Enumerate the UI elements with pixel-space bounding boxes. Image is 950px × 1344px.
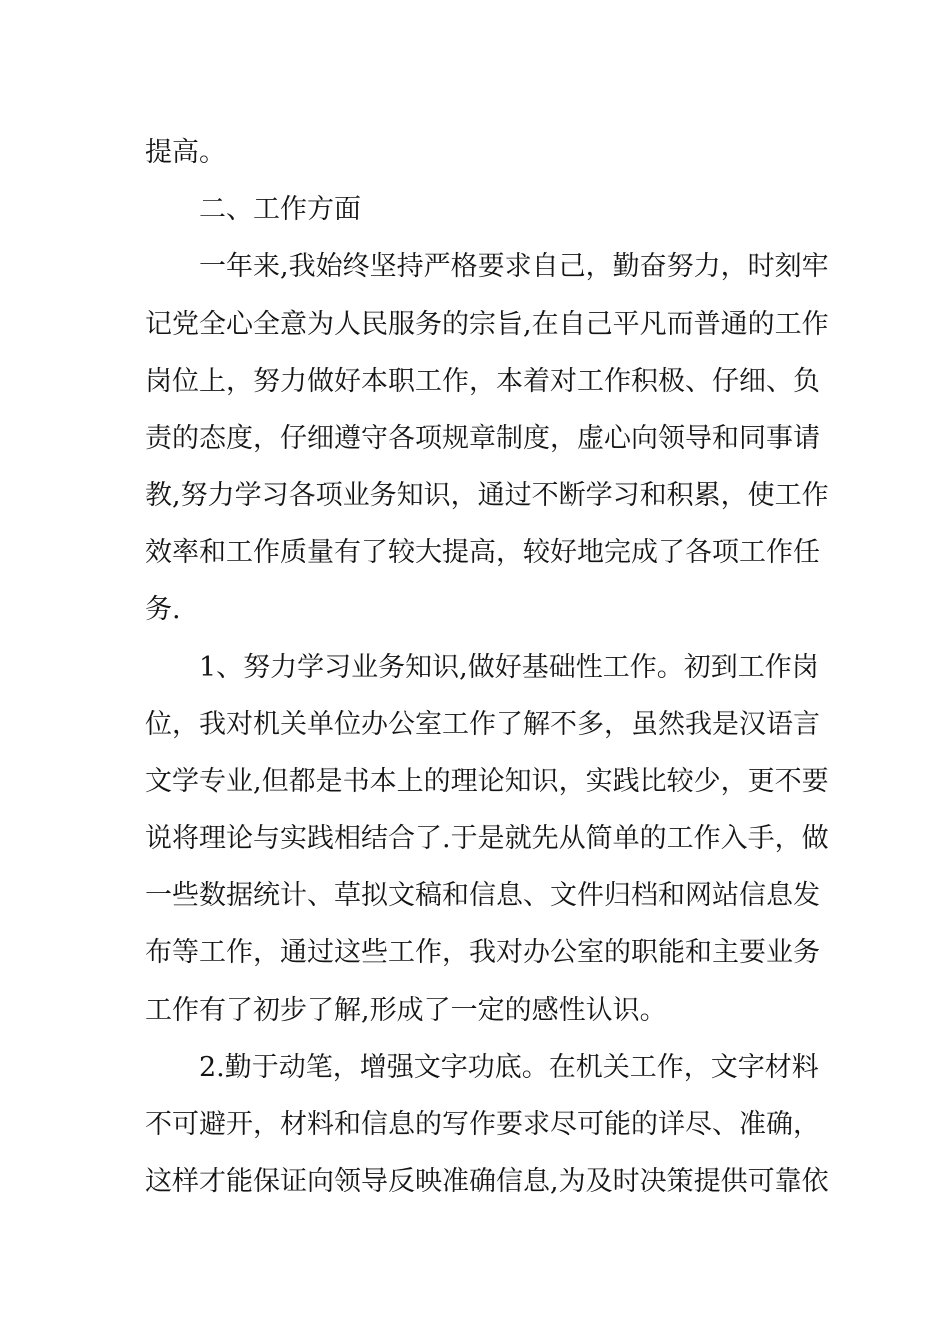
text-line-11: 位，我对机关单位办公室工作了解不多，虽然我是汉语言 (145, 709, 820, 740)
text-line-8: 效率和工作质量有了较大提高，较好地完成了各项工作任 (145, 537, 820, 568)
text-line-9: 务. (145, 594, 181, 625)
text-line-16: 工作有了初步了解,形成了一定的感性认识。 (145, 995, 667, 1026)
text-line-18: 不可避开，材料和信息的写作要求尽可能的详尽、准确， (145, 1109, 820, 1140)
text-line-14: 一些数据统计、草拟文稿和信息、文件归档和网站信息发 (145, 880, 820, 911)
text-line-12: 文学专业,但都是书本上的理论知识，实践比较少，更不要 (145, 766, 829, 797)
text-line-6: 责的态度，仔细遵守各项规章制度，虚心向领导和同事请 (145, 423, 820, 454)
text-line-19: 这样才能保证向领导反映准确信息,为及时决策提供可靠依 (145, 1166, 829, 1197)
text-line-5: 岗位上，努力做好本职工作，本着对工作积极、仔细、负 (145, 366, 820, 397)
text-line-7: 教,努力学习各项业务知识，通过不断学习和积累，使工作 (145, 480, 829, 511)
text-line-13: 说将理论与实践相结合了.于是就先从简单的工作入手，做 (145, 823, 829, 854)
text-line-3: 一年来,我始终坚持严格要求自己，勤奋努力，时刻牢 (199, 251, 829, 282)
text-line-1: 提高。 (145, 137, 226, 168)
section-heading-work: 二、工作方面 (199, 194, 361, 225)
text-line-15: 布等工作，通过这些工作，我对办公室的职能和主要业务 (145, 937, 820, 968)
text-line-10: 1、努力学习业务知识,做好基础性工作。初到工作岗 (199, 652, 819, 683)
text-line-17: 2.勤于动笔，增强文字功底。在机关工作，文字材料 (199, 1052, 819, 1083)
text-line-4: 记党全心全意为人民服务的宗旨,在自己平凡而普通的工作 (145, 309, 829, 340)
